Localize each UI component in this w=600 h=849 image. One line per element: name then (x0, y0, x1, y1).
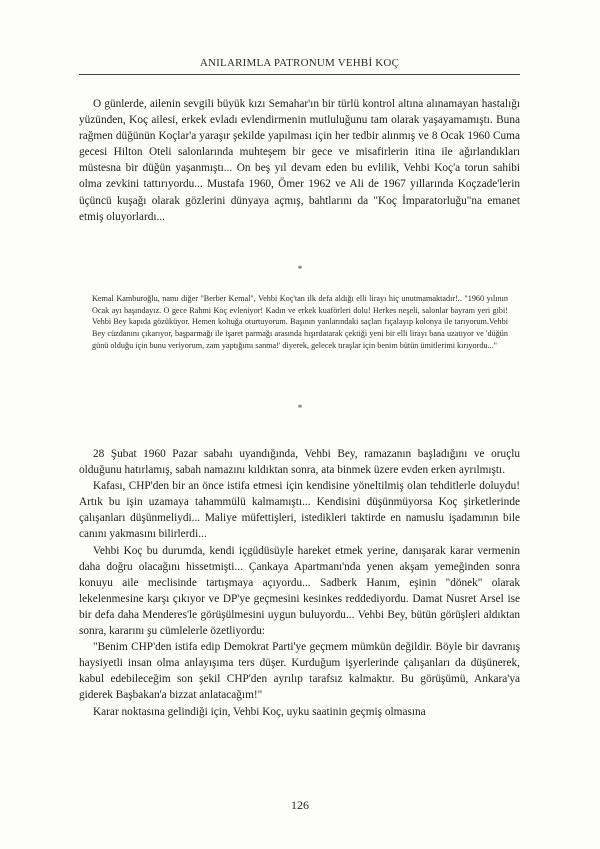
paragraph: Kafası, CHP'den bir an önce istifa etmesi için kendisine yöneltilmiş olan tehditlerle doluydu! Artık bu işin uzamaya tahammülü kalmamıştı... Kendisini düşünmüyorsa Koç şirketlerinde çalışanları düşünmeliydi... Maliye müfettişleri, istedikleri taktirde en namuslu işadamının bile canını yakmasını bilirlerdi... (79, 480, 520, 541)
body-text-section-2 (79, 446, 520, 720)
paragraph: O günlerde, ailenin sevgili büyük kızı Semahar'ın bir türlü kontrol altına alınamayan hastalığı yüzünden, Koç ailesi, erkek evladı evlendirmenin mutluluğunu tam olarak yaşayamamıştı. Buna rağmen düğünün Koçlar'a yaraşır şekilde yapılması için her tedbir alınmış ve 8 Ocak 1960 Cuma gecesi Hilton Oteli salonlarında muhteşem bir gece ve misafirlerin itina ile ağırlandıkları müstesna bir düğün yaşanmıştı... On beş yıl devam eden bu evlilik, Vehbi Koç'a torun sahibi olma zevkini tattırıyordu... Mustafa 1960, Ömer 1962 ve Ali de 1967 yıllarında Koçzade'lerin üçüncü kuşağı olarak gözlerini dünyaya açmış, bahtlarını da "Koç İmparatorluğu"na emanet etmiş oluyorlardı... (79, 98, 520, 223)
running-title: ANILARIMLA PATRONUM VEHBİ KOÇ (199, 57, 400, 69)
quoted-statement: "Benim CHP'den istifa edip Demokrat Parti'ye geçmem mümkün değildir. Böyle bir davranış haysiyetli insan olma anlayışıma ters düşer. Kurduğum işyerlerinde çalışanları da düşünerek, kabul edebileceğim son şekil CHP'den ayrılıp tarafsız kalmaktır. Bu görüşümü, Ankara'ya giderek Başbakan'a bizzat anlatacağım!" (79, 641, 520, 702)
paragraph: Vehbi Koç bu durumda, kendi içgüdüsüyle hareket etmek yerine, danışarak karar vermenin daha doğru olacağını hissetmişti... Çankaya Apartmanı'nda yenen akşam yemeğinden sonra konuyu aile meclisinde tartışmaya açıyordu... Sadberk Hanım, eşinin "dönek" olarak lekelenmesine karşı çıkıyor ve DP'ye geçmesini kesinkes reddediyordu. Damat Nusret Arsel ise bir defa daha Menderes'le görüşülmesini uygun buluyordu... Vehbi Bey, bütün görüşleri aldıktan sonra, kararını şu cümlelerle özetliyordu: (79, 544, 520, 638)
quote-text: Kemal Kamburoğlu, namı diğer "Berber Kemal", Vehbi Koç'tan ilk defa aldığı elli lirayı hiç unutmamaktadır!.. "1960 yılının Ocak ayı başındayız. O gece Rahmi Koç evleniyor! Kadın ve erkek kuaförleri dolu! Herkes neşeli, salonlar bayram yeri gibi! Vehbi Bey kapıda gözüküyor. Hemen koltuğa oturtuyorum. Başının yanlarındaki saçları fıçalayıp kolonya ile tarıyorum.Vehbi Bey cüzdanını çıkarıyor, başparmağı ile işaret parmağı arasında hışırdatarak çektiği yeni bir elli lirayı bana uzatıyor ve 'düğün günü olduğu için bunu veriyorum, zam yaptığımı sanma!' diyerek, gelecek tıraşlar için benim bütün ümitlerimi kırıyordu..." (92, 294, 508, 350)
section-separator: * (297, 403, 303, 413)
paragraph: Karar noktasına gelindiği için, Vehbi Koç, uyku saatinin geçmiş olmasına (93, 705, 426, 718)
anecdote-quote (92, 293, 508, 352)
page-number: 126 (291, 798, 309, 812)
body-text-section-1 (79, 96, 520, 225)
paragraph: 28 Şubat 1960 Pazar sabahı uyandığında, Vehbi Bey, ramazanın başladığını ve oruçlu olduğunu hatırlamış, sabah namazını kıldıktan sonra, ata binmek üzere evden erken ayrılmıştı. (79, 448, 520, 477)
header-rule (79, 74, 520, 75)
section-separator: * (297, 264, 303, 274)
